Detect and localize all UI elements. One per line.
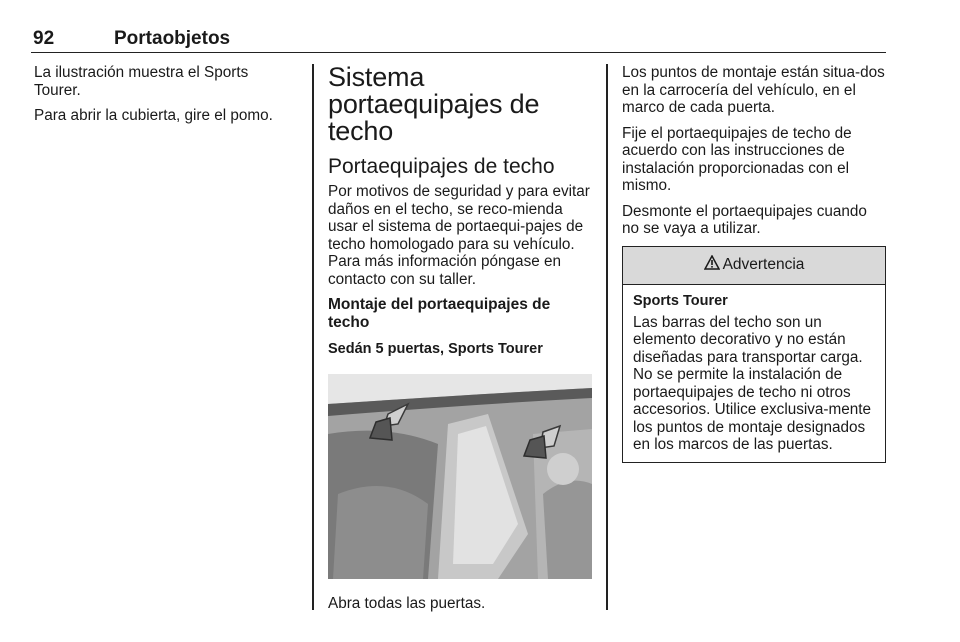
column-left — [34, 64, 296, 133]
column-middle — [328, 64, 592, 621]
warning-box — [622, 246, 886, 463]
section-heading: Sistema portaequipajes de techo — [328, 62, 540, 146]
page-header — [31, 28, 886, 53]
warning-triangle-icon — [704, 255, 720, 275]
mount-heading: Montaje del portaequipajes de techo — [328, 296, 551, 331]
column-right — [622, 64, 886, 463]
paragraph: Desmonte el portaequipajes cuando no se vaya a utilizar. — [622, 202, 867, 237]
section-title: Portaobjetos — [114, 28, 231, 49]
warning-body — [623, 285, 885, 462]
warning-text: Las barras del techo son un elemento decorativo y no están diseñadas para transportar carga. No se permite la instalación de portaequipajes de techo ni otros accesorios. Utilice exclusiva-mente los puntos de montaje designados en los marcos de las puertas. — [633, 313, 872, 453]
warning-header — [623, 247, 885, 285]
column-divider — [312, 64, 314, 610]
variant-label: Sedán 5 puertas, Sports Tourer — [328, 341, 543, 357]
paragraph: Los puntos de montaje están situa-dos en la carrocería del vehículo, en el marco de cada puerta. — [622, 64, 885, 116]
page-number: 92 — [33, 28, 55, 49]
subsection-heading: Portaequipajes de techo — [328, 155, 555, 178]
paragraph: La ilustración muestra el Sports Tourer. — [34, 64, 249, 99]
warning-title: Advertencia — [722, 256, 805, 273]
warning-subtitle: Sports Tourer — [633, 292, 728, 309]
paragraph: Por motivos de seguridad y para evitar daños en el techo, se reco-mienda usar el sistema de portaequi-pajes de techo homologado para su vehículo. Para más información póngase en contacto con su taller. — [328, 183, 590, 288]
paragraph: Para abrir la cubierta, gire el pomo. — [34, 107, 273, 124]
car-interior-illustration — [328, 374, 592, 579]
column-divider — [606, 64, 608, 610]
figure-caption: Abra todas las puertas. — [328, 595, 486, 612]
paragraph: Fije el portaequipajes de techo de acuerdo con las instrucciones de instalación proporcionadas con el mismo. — [622, 124, 852, 194]
